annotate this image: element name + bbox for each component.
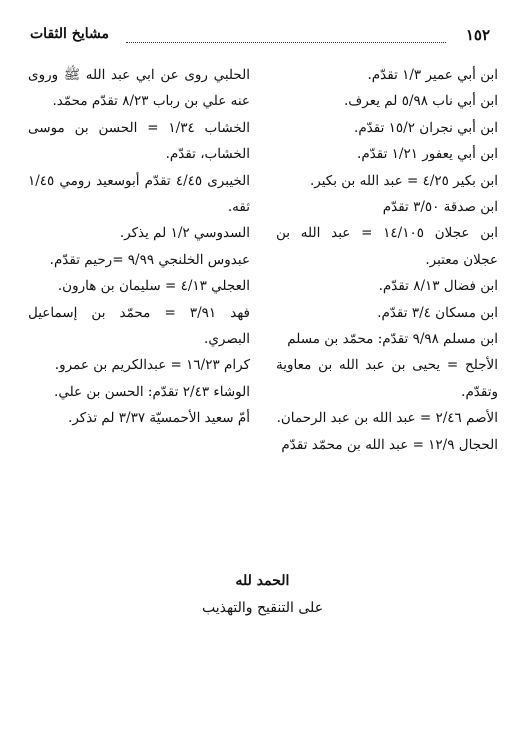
index-entry: ابن أبي نجران ١٥/٢ تقدّم. [354,119,498,136]
header-leader-dots [126,42,446,43]
index-entry: عبدوس الخلنجي ٩/٩٩ =رحيم تقدّم. [49,251,250,268]
index-entry: الخشاب ١/٣٤ = الحسن بن موسى الخشاب، تقدّم. [28,119,250,163]
left-column [28,62,250,432]
page-header [30,26,490,48]
index-entry: أمّ سعيد الأحمسيّة ٣/٣٧ لم تذكر. [68,410,250,427]
index-entry: ابن أبي ناب ٥/٩٨ لم يعرف. [344,93,498,110]
closing-praise: الحمد لله [235,573,290,589]
index-entry: فهد ٣/٩١ = محمّد بن إسماعيل البصري. [28,304,250,348]
page-number: ١٥٢ [465,26,490,44]
index-entry: ابن فضال ٨/١٣ تقدّم. [378,278,498,295]
index-entry: ابن بكير ٤/٢٥ = عبد الله بن بكير. [309,172,498,189]
index-entry: ابن عجلان ١٤/١٠٥ = عبد الله بن عجلان معتبر. [276,225,499,268]
running-title: مشايخ الثقات [30,26,109,42]
right-column [276,62,498,458]
index-entry: الحلبي روى عن ابي عبد الله ﷺ وروى عنه علي بن رباب ٨/٢٣ تقدّم محمّد. [28,67,250,110]
closing-text [0,568,525,622]
index-entry: ابن مسكان ٣/٤ تقدّم. [377,304,498,321]
index-entry: العجلي ٤/١٣ = سليمان بن هارون. [57,278,250,295]
index-entry: ابن أبي عمير ١/٣ تقدّم. [367,67,498,83]
index-entry: ابن مسلم ٩/٩٨ تقدّم: محمّد بن مسلم [287,331,498,348]
index-entry: كرام ١٦/٢٣ = عبدالكريم بن عمرو. [54,357,250,374]
index-entry: السدوسي ١/٢ لم يذكر. [119,225,250,242]
index-entry: الخيبرى ٤/٤٥ تقدّم أبوسعيد رومي ١/٤٥ ثقه. [28,172,250,216]
index-entry: الوشاء ٢/٤٣ تقدّم: الحسن بن علي. [54,383,250,400]
index-entry: ابن أبي يعفور ١/٢١ تقدّم. [357,146,498,163]
closing-subtitle: على التنقيح والتهذيب [201,600,324,616]
index-entry: الأجلح = يحيى بن عبد الله بن معاوية وتقدّم. [276,357,498,400]
index-entry: الأصم ٢/٤٦ = عبد الله بن عبد الرحمان. [276,410,498,427]
index-entry: الحجال ١٢/٩ = عبد الله بن محمّد تقدّم [281,436,498,453]
index-entry: ابن صدقة ٣/٥٠ تقدّم [382,199,498,216]
